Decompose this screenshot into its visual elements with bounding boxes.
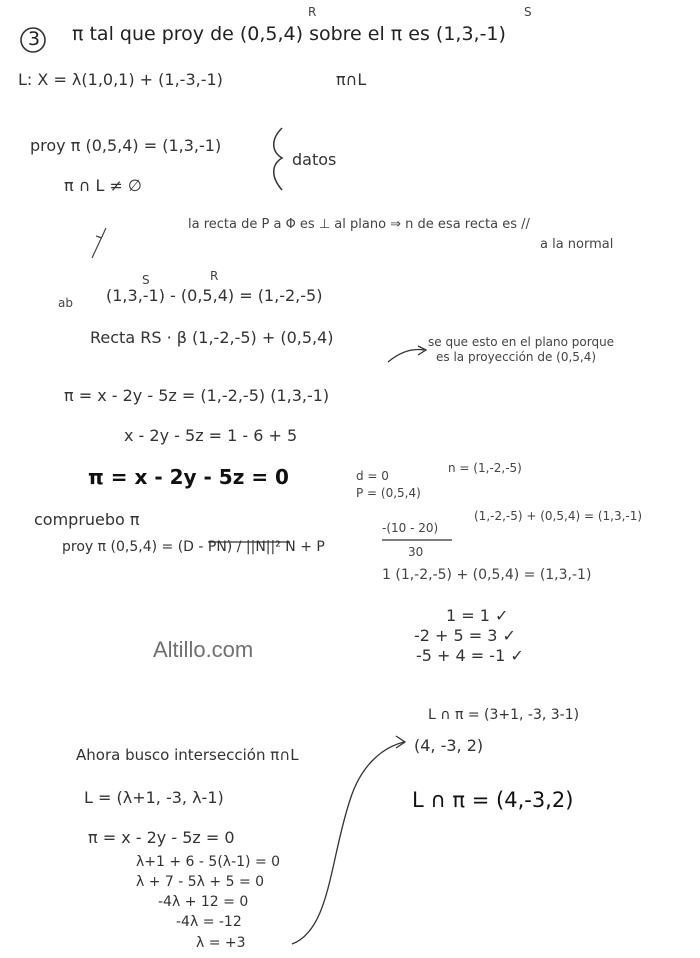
intersection-plane-equation: π = x - 2y - 5z = 0	[88, 828, 235, 847]
check-title: compruebo π	[34, 510, 140, 529]
intersection-step-1: λ+1 + 6 - 5(λ-1) = 0	[136, 854, 281, 870]
perpendicular-note-line1: la recta de P a Φ es ⊥ al plano ⇒ n de esa recta es //	[188, 217, 530, 232]
perpendicular-note-line2: a la normal	[540, 237, 614, 252]
check-fraction-denominator: 30	[408, 545, 424, 559]
slash-mark	[92, 228, 106, 258]
given-label: datos	[292, 150, 337, 169]
check-result-2: 1 (1,-2,-5) + (0,5,4) = (1,3,-1)	[382, 567, 592, 583]
recta-rs-note-line1: se que esto en el plano porque	[428, 335, 615, 349]
intersection-step-3: -4λ + 12 = 0	[158, 894, 249, 910]
plane-equation-1: π = x - 2y - 5z = (1,-2,-5) (1,3,-1)	[64, 386, 330, 405]
check-component-1: 1 = 1 ✓	[446, 606, 509, 625]
intersection-step-5: λ = +3	[196, 935, 246, 951]
check-n-value: n = (1,-2,-5)	[448, 461, 522, 475]
intersection-line-equation: L = (λ+1, -3, λ-1)	[84, 788, 224, 807]
intersection-result-2: (4, -3, 2)	[414, 736, 484, 755]
check-formula: proy π (0,5,4) = (D - PN) / ||N||² N + P	[62, 539, 325, 555]
plane-equation-2: x - 2y - 5z = 1 - 6 + 5	[124, 426, 298, 445]
note-arrow	[388, 350, 424, 363]
note-arrowhead	[418, 346, 426, 355]
intersection-step-4: -4λ = -12	[176, 914, 242, 930]
given-projection: proy π (0,5,4) = (1,3,-1)	[30, 136, 222, 155]
check-component-3: -5 + 4 = -1 ✓	[416, 646, 524, 665]
check-fraction-numerator: -(10 - 20)	[382, 521, 439, 535]
problem-number: 3	[28, 28, 41, 50]
vector-ab-label: ab	[58, 296, 73, 310]
intersection-result-1: L ∩ π = (3+1, -3, 3-1)	[428, 707, 580, 723]
plane-final-equation: π = x - 2y - 5z = 0	[88, 465, 289, 489]
line-equation: L: X = λ(1,0,1) + (1,-3,-1)	[18, 70, 223, 89]
recta-rs-note-line2: es la proyección de (0,5,4)	[436, 350, 597, 364]
check-p-value: P = (0,5,4)	[356, 486, 421, 500]
problem-statement: π tal que proy de (0,5,4) sobre el π es (1,3,-1)	[72, 23, 506, 45]
problem-number-circle	[21, 28, 45, 52]
check-component-2: -2 + 5 = 3 ✓	[414, 626, 516, 645]
check-result-1: (1,-2,-5) + (0,5,4) = (1,3,-1)	[474, 509, 643, 523]
check-d-value: d = 0	[356, 469, 389, 483]
point-s-label: S	[524, 5, 532, 19]
slash-tick	[96, 236, 102, 238]
intersection-title: Ahora busco intersección π∩L	[76, 746, 299, 764]
vector-s-label: S	[142, 273, 150, 287]
recta-rs-equation: Recta RS · β (1,-2,-5) + (0,5,4)	[90, 328, 334, 347]
given-intersection: π ∩ L ≠ ∅	[64, 176, 142, 195]
point-r-label: R	[308, 5, 317, 19]
vector-r-label: R	[210, 269, 219, 283]
vector-rs-equation: (1,3,-1) - (0,5,4) = (1,-2,-5)	[106, 286, 323, 305]
given-brace	[274, 128, 282, 190]
intersection-final: L ∩ π = (4,-3,2)	[412, 788, 574, 812]
intersection-note: π∩L	[336, 70, 367, 89]
intersection-step-2: λ + 7 - 5λ + 5 = 0	[136, 874, 265, 890]
altillo-watermark: Altillo.com	[153, 637, 254, 662]
result-arrow	[292, 742, 404, 944]
